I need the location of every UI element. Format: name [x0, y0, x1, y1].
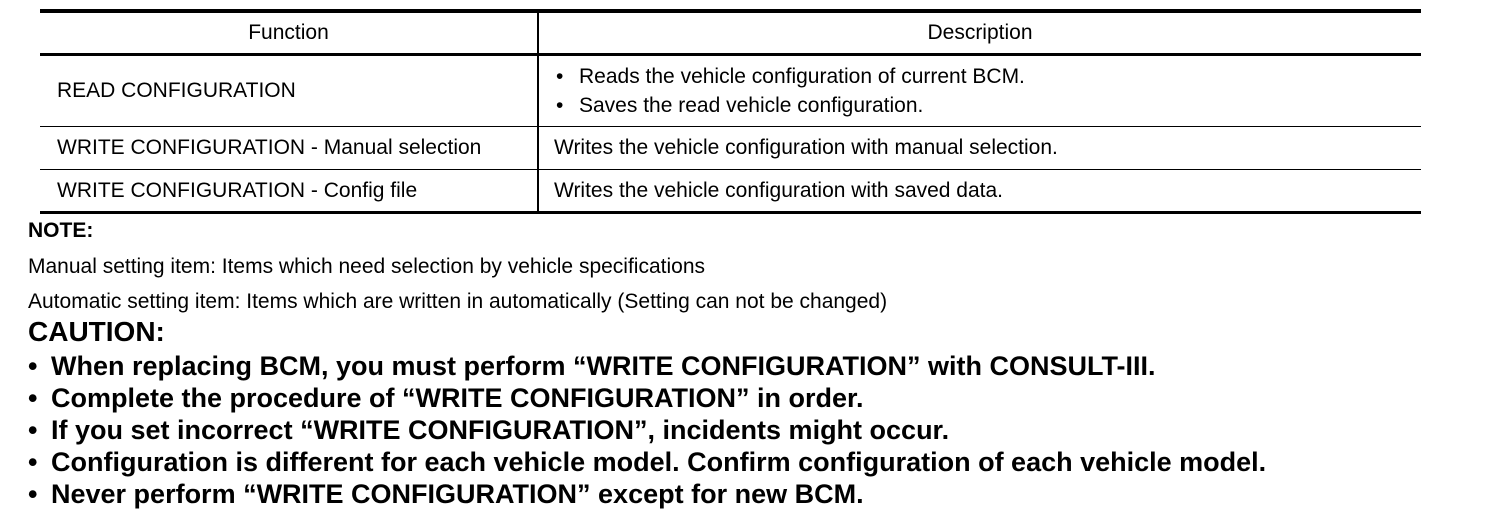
bullet-icon: •	[28, 479, 38, 509]
caution-item-text: When replacing BCM, you must perform “WRITE CONFIGURATION” with CONSULT-III.	[51, 351, 1156, 381]
column-header-description: Description	[538, 11, 1421, 55]
description-cell	[538, 55, 1421, 127]
caution-item	[28, 478, 1488, 510]
description-cell: Writes the vehicle configuration with saved data.	[538, 170, 1421, 213]
bullet-icon: •	[28, 447, 38, 477]
caution-item-text: If you set incorrect “WRITE CONFIGURATION”, incidents might occur.	[51, 415, 950, 445]
bullet-icon: •	[28, 351, 38, 381]
bullet-icon: •	[28, 383, 38, 413]
bullet-icon: •	[28, 415, 38, 445]
caution-label: CAUTION:	[28, 316, 165, 347]
description-bullet: • Reads the vehicle configuration of current BCM.	[554, 62, 1421, 91]
caution-item	[28, 350, 1488, 382]
function-cell: READ CONFIGURATION	[40, 55, 538, 127]
table-header-row	[40, 11, 1421, 55]
description-cell: Writes the vehicle configuration with manual selection.	[538, 127, 1421, 170]
caution-item-text: Complete the procedure of “WRITE CONFIGURATION” in order.	[51, 383, 864, 413]
caution-item-text: Configuration is different for each vehicle model. Confirm configuration of each vehicle model.	[51, 447, 1267, 477]
table-row	[40, 55, 1421, 127]
caution-item	[28, 414, 1488, 446]
table-row	[40, 170, 1421, 213]
function-table	[40, 9, 1421, 214]
description-bullet-list	[554, 62, 1421, 120]
note-label: NOTE:	[28, 219, 94, 242]
table-row	[40, 127, 1421, 170]
caution-item-text: Never perform “WRITE CONFIGURATION” except for new BCM.	[51, 479, 864, 509]
caution-list	[28, 350, 1488, 510]
note-line-automatic: Automatic setting item: Items which are written in automatically (Setting can not be changed)	[28, 290, 888, 313]
caution-item	[28, 446, 1488, 478]
function-cell: WRITE CONFIGURATION - Manual selection	[40, 127, 538, 170]
caution-item	[28, 382, 1488, 414]
column-header-function: Function	[40, 11, 538, 55]
note-line-manual: Manual setting item: Items which need selection by vehicle specifications	[28, 255, 706, 278]
description-bullet: • Saves the read vehicle configuration.	[554, 91, 1421, 120]
function-cell: WRITE CONFIGURATION - Config file	[40, 170, 538, 213]
